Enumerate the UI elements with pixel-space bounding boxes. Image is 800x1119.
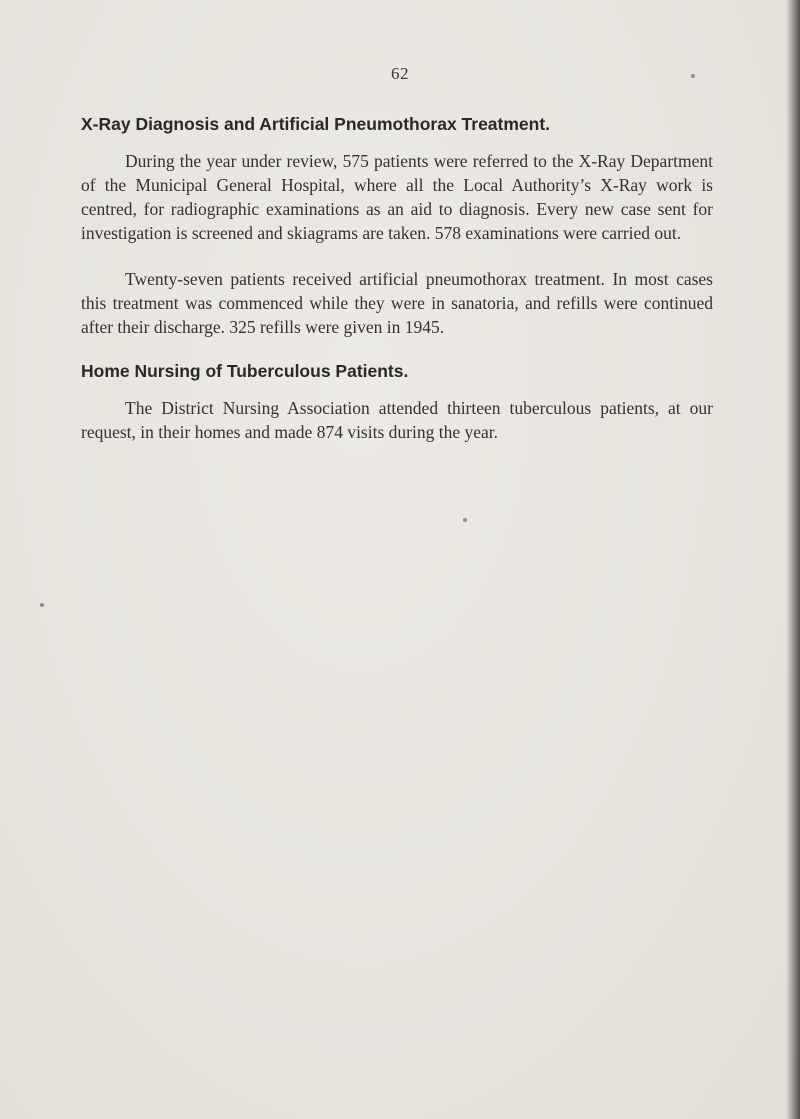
paper-speck <box>463 518 467 522</box>
page-number: 62 <box>391 64 409 83</box>
paper-speck <box>40 603 44 607</box>
section-heading-home-nursing: Home Nursing of Tuberculous Patients. <box>81 361 409 381</box>
paragraph-xray-referrals: During the year under review, 575 patients were referred to the X-Ray Department of the Municipal General Hospital, where all the Local Authority’s X-Ray work is centred, for radiographic examinations as an aid to diagnosis. Every new case sent for investigation is screened and skiagrams are taken. 578 examinations were carried out. <box>81 151 713 243</box>
document-body <box>81 114 713 444</box>
paragraph-home-nursing: The District Nursing Association attended thirteen tuberculous patients, at our request, in their homes and made 874 visits during the year. <box>81 398 713 442</box>
paragraph-pneumothorax: Twenty-seven patients received artificial pneumothorax treatment. In most cases this treatment was commenced while they were in sanatoria, and refills were continued after their discharge. 325 refills were given in 1945. <box>81 269 713 337</box>
page-edge-shadow <box>786 0 800 1119</box>
section-heading-xray: X-Ray Diagnosis and Artificial Pneumothorax Treatment. <box>81 114 551 134</box>
